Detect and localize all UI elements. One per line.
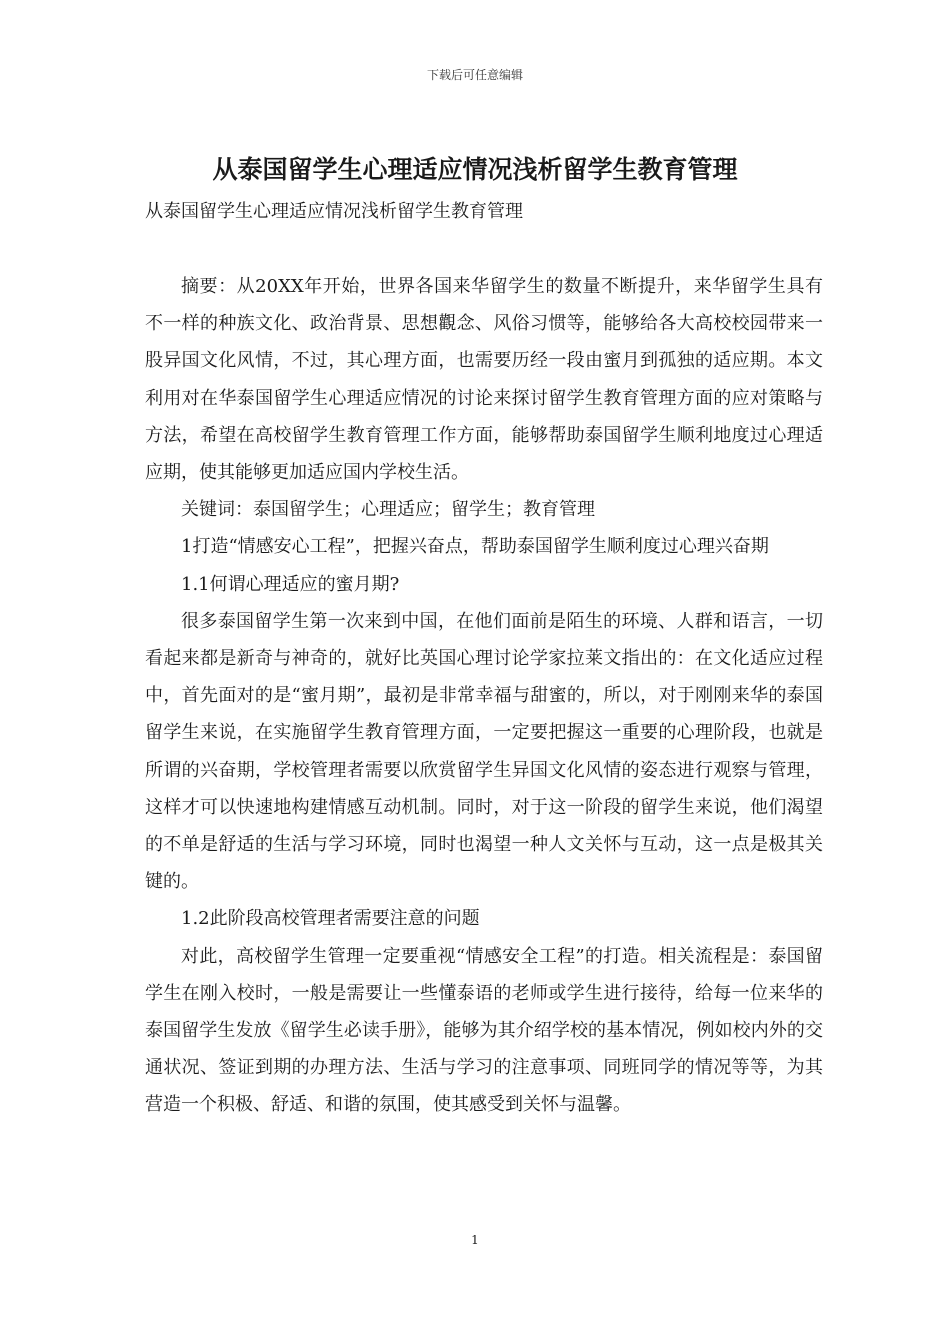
document-body	[145, 268, 823, 1124]
abstract-paragraph: 摘要：从20XX年开始，世界各国来华留学生的数量不断提升，来华留学生具有不一样的种族文化、政治背景、思想觀念、风俗习惯等，能够给各大高校校园带来一股异国文化风情，不过，其心理方面，也需要历经一段由蜜月到孤独的适应期。本文利用对在华泰国留学生心理适应情况的讨论来探讨留学生教育管理方面的应对策略与方法，希望在高校留学生教育管理工作方面，能够帮助泰国留学生顺利地度过心理适应期，使其能够更加适应国内学校生活。	[145, 276, 823, 484]
body-paragraph: 很多泰国留学生第一次来到中国，在他们面前是陌生的环境、人群和语言，一切看起来都是新奇与神奇的，就好比英国心理讨论学家拉莱文指出的：在文化适应过程中，首先面对的是“蜜月期”，最初是非常幸福与甜蜜的，所以，对于刚刚来华的泰国留学生来说，在实施留学生教育管理方面，一定要把握这一重要的心理阶段，也就是所谓的兴奋期，学校管理者需要以欣赏留学生异国文化风情的姿态进行观察与管理，这样才可以快速地构建情感互动机制。同时，对于这一阶段的留学生来说，他们渴望的不单是舒适的生活与学习环境，同时也渴望一种人文关怀与互动，这一点是极其关键的。	[145, 610, 823, 893]
section-heading-1-2: 1.2此阶段高校管理者需要注意的问题	[181, 908, 480, 930]
document-title: 从泰国留学生心理适应情况浅析留学生教育管理	[212, 155, 738, 184]
header-note: 下载后可任意编辑	[426, 68, 523, 82]
keywords-paragraph: 关键词：泰国留学生；心理适应；留学生；教育管理	[181, 499, 595, 521]
page-number: 1	[471, 1233, 479, 1247]
body-paragraph: 对此，高校留学生管理一定要重视“情感安全工程”的打造。相关流程是：泰国留学生在刚入校时，一般是需要让一些懂泰语的老师或学生进行接待，给每一位来华的泰国留学生发放《留学生必读手册》，能够为其介绍学校的基本情况，例如校内外的交通状况、签证到期的办理方法、生活与学习的注意事项、同班同学的情况等等，为其营造一个积极、舒适、和谐的氛围，使其感受到关怀与温馨。	[145, 945, 823, 1116]
section-heading-1-1: 1.1何谓心理适应的蜜月期?	[181, 573, 400, 595]
document-subtitle: 从泰国留学生心理适应情况浅析留学生教育管理	[145, 201, 523, 222]
section-heading-1: 1打造“情感安心工程”，把握兴奋点，帮助泰国留学生顺利度过心理兴奋期	[181, 536, 769, 558]
